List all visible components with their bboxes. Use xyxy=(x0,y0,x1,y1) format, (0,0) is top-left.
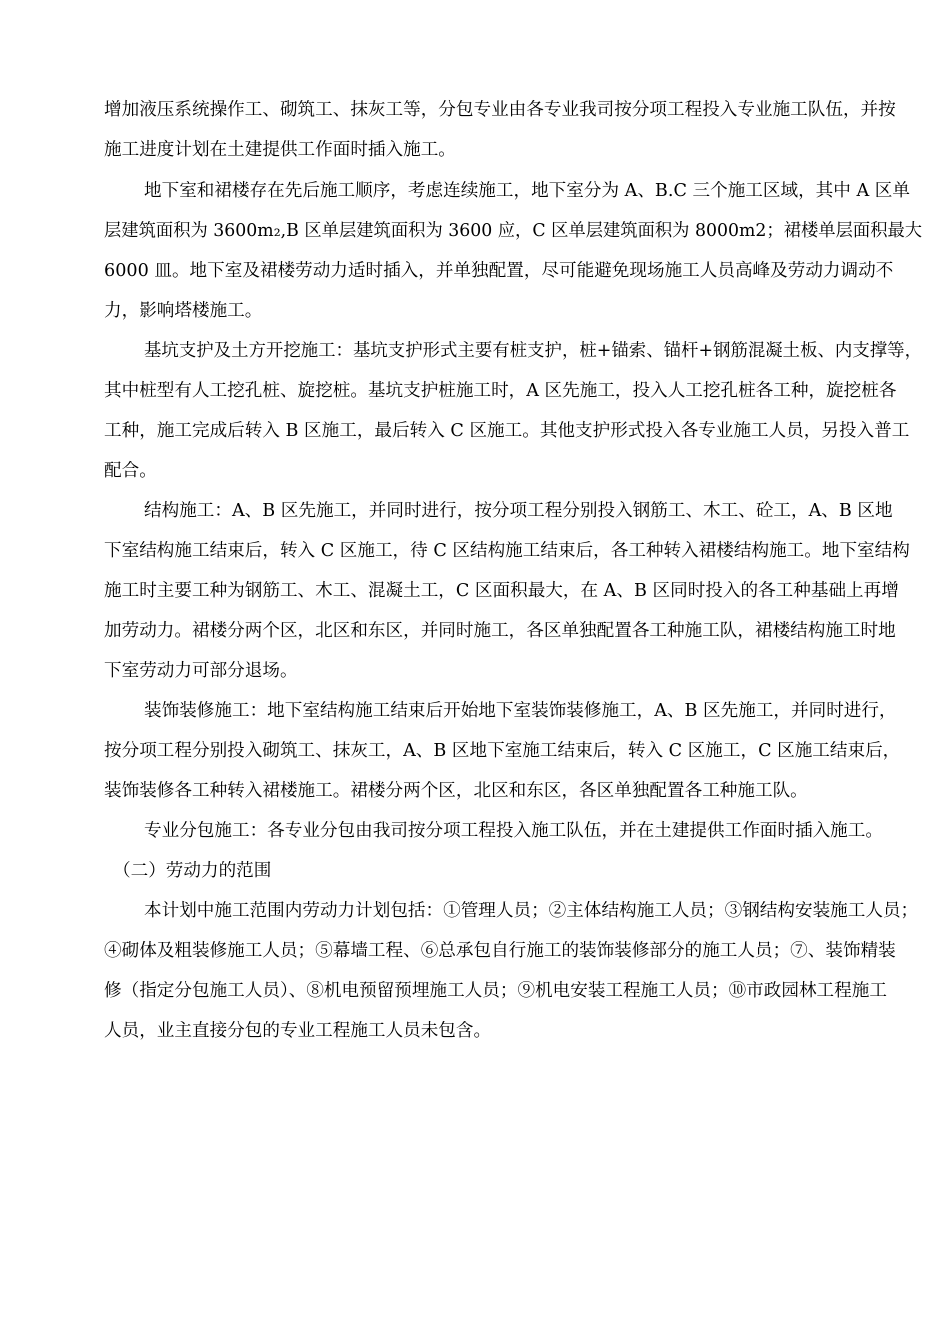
paragraph-line: 施工进度计划在土建提供工作面时插入施工。 xyxy=(104,140,456,160)
paragraph-line: ④砌体及粗装修施工人员；⑤幕墙工程、⑥总承包自行施工的装饰装修部分的施工人员；⑦、装饰精装 xyxy=(104,941,896,961)
section-heading: （二）劳动力的范围 xyxy=(113,861,272,881)
paragraph-line: 专业分包施工：各专业分包由我司按分项工程投入施工队伍，并在土建提供工作面时插入施工。 xyxy=(144,821,883,841)
paragraph-line: 修（指定分包施工人员）、⑧机电预留预埋施工人员；⑨机电安装工程施工人员；⑩市政园林工程施工 xyxy=(104,981,887,1001)
paragraph-line: 结构施工：A、B 区先施工，并同时进行，按分项工程分别投入钢筋工、木工、砼工，A、B 区地 xyxy=(144,501,893,521)
paragraph-line: 基坑支护及土方开挖施工：基坑支护形式主要有桩支护，桩+锚索、锚杆+钢筋混凝土板、内支撑等， xyxy=(144,341,923,361)
paragraph-line: 加劳动力。裙楼分两个区，北区和东区，并同时施工，各区单独配置各工种施工队，裙楼结构施工时地 xyxy=(104,621,896,641)
paragraph-line: 施工时主要工种为钢筋工、木工、混凝土工，C 区面积最大，在 A、B 区同时投入的各工种基础上再增 xyxy=(104,581,899,601)
paragraph-line: 增加液压系统操作工、砌筑工、抹灰工等，分包专业由各专业我司按分项工程投入专业施工队伍，并按 xyxy=(104,100,896,120)
paragraph-line: 层建筑面积为 3600m₂,B 区单层建筑面积为 3600 应，C 区单层建筑面积为 8000m2；裙楼单层面积最大 xyxy=(104,221,923,241)
paragraph-line: 按分项工程分别投入砌筑工、抹灰工，A、B 区地下室施工结束后，转入 C 区施工，C 区施工结束后， xyxy=(104,741,901,761)
paragraph-line: 人员，业主直接分包的专业工程施工人员未包含。 xyxy=(104,1021,492,1041)
paragraph-line: 力，影响塔楼施工。 xyxy=(104,301,263,321)
paragraph-line: 其中桩型有人工挖孔桩、旋挖桩。基坑支护桩施工时，A 区先施工，投入人工挖孔桩各工种，旋挖桩各 xyxy=(104,381,897,401)
paragraph-line: 本计划中施工范围内劳动力计划包括：①管理人员；②主体结构施工人员；③钢结构安装施工人员； xyxy=(144,901,919,921)
paragraph-line: 装饰装修各工种转入裙楼施工。裙楼分两个区，北区和东区，各区单独配置各工种施工队。 xyxy=(104,781,808,801)
paragraph-line: 工种，施工完成后转入 B 区施工，最后转入 C 区施工。其他支护形式投入各专业施工人员，另投入普工 xyxy=(104,421,910,441)
paragraph-line: 配合。 xyxy=(104,461,157,481)
paragraph-line: 下室劳动力可部分退场。 xyxy=(104,661,298,681)
paragraph-line: 地下室和裙楼存在先后施工顺序，考虑连续施工，地下室分为 A、B.C 三个施工区域，其中 A 区单 xyxy=(144,181,910,201)
paragraph-line: 下室结构施工结束后，转入 C 区施工，待 C 区结构施工结束后，各工种转入裙楼结构施工。地下室结构 xyxy=(104,541,910,561)
paragraph-line: 装饰装修施工：地下室结构施工结束后开始地下室装饰装修施工，A、B 区先施工，并同时进行， xyxy=(144,701,897,721)
paragraph-line: 6000 皿。地下室及裙楼劳动力适时插入，并单独配置，尽可能避免现场施工人员高峰及劳动力调动不 xyxy=(104,261,894,281)
